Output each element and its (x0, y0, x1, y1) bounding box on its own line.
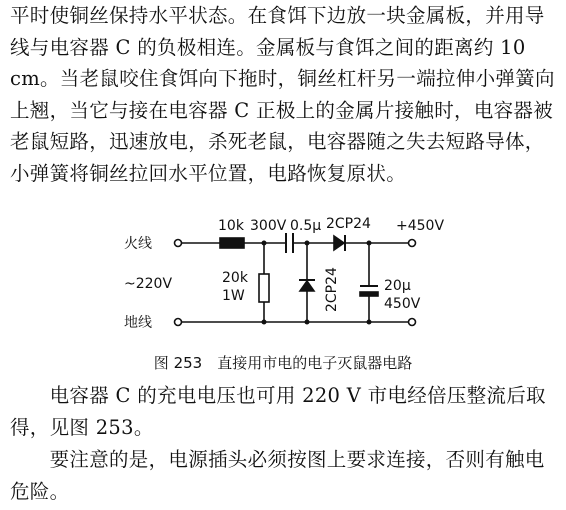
label-300v: 300V (250, 218, 287, 234)
label-c1: 0.5μ (290, 218, 322, 234)
resistor-10k (220, 238, 244, 248)
label-neutral: 地线 (124, 315, 152, 331)
label-live: 火线 (124, 236, 152, 252)
paragraph-3: 要注意的是，电源插头必须按图上要求连接，否则有触电危险。 (10, 448, 545, 503)
figure-caption: 图 253 直接用市电的电子灭鼠器电路 (153, 354, 413, 372)
label-r2-value: 20k (222, 270, 248, 286)
label-d2: 2CP24 (324, 267, 340, 312)
label-d1: 2CP24 (326, 216, 371, 232)
label-r2-power: 1W (222, 288, 245, 304)
label-voltage: ~220V (124, 276, 173, 292)
label-r1: 10k (218, 218, 244, 234)
label-c2-voltage: 450V (384, 296, 421, 312)
paragraph-2: 电容器 C 的充电电压也可用 220 V 市电经倍压整流后取得，见图 253。 (10, 384, 546, 439)
label-out: +450V (396, 218, 445, 234)
label-c2-value: 20μ (384, 278, 411, 294)
paragraph-1: 平时使铜丝保持水平状态。在食饵下边放一块金属板，并用导线与电容器 C 的负极相连。金属板与食饵之间的距离约 10 cm。当老鼠咬住食饵向下拖时，铜丝杠杆另一端拉伸小弹簧向上翘，当它与接在电容器 C 正极上的金属片接触时，电容器被老鼠短路，迅速放电，杀死老鼠，电容器随之失去短路导体，小弹簧将铜丝拉回水平位置，电路恢复原状。 (10, 4, 555, 185)
circuit-diagram (0, 200, 566, 350)
